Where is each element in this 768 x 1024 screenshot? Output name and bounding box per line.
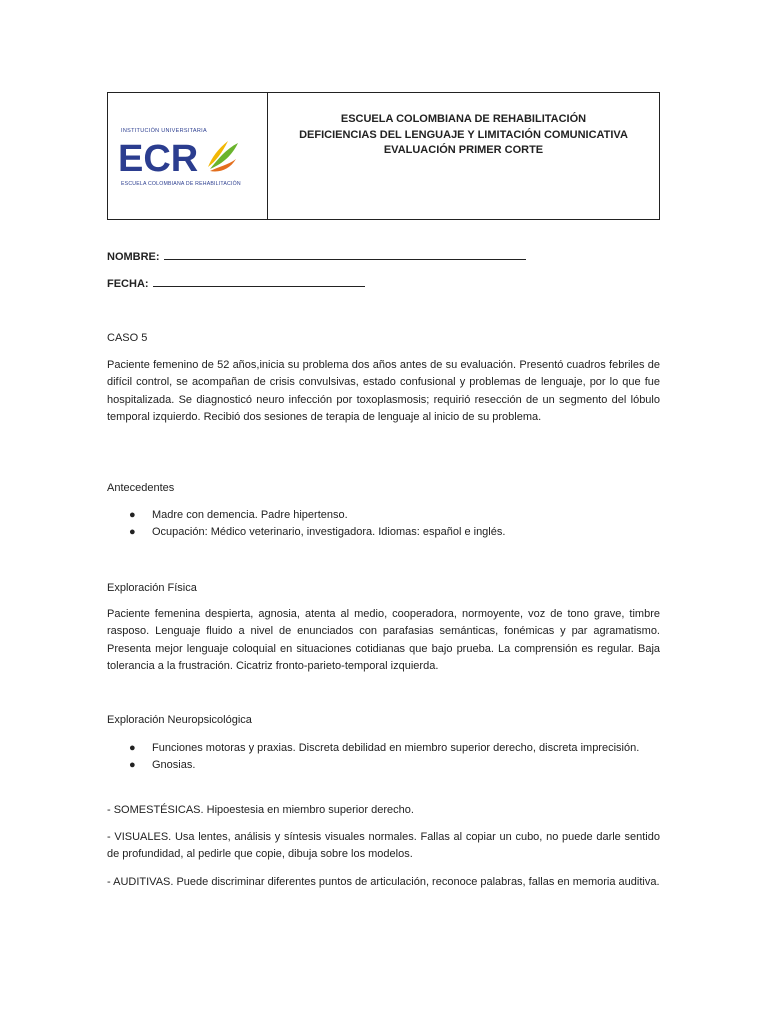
- caso-paragraph: Paciente femenino de 52 años,inicia su problema dos años antes de su evaluación. Presentó cuadros febriles de difícil control, se acompañan de crisis convulsivas, estado confusional y problemas de lenguaje, por lo que fue hospitalizada. Se diagnosticó neuro infección por toxoplasmosis; requirió resección de un segmento del lóbulo temporal izquierdo. Recibió dos sesiones de terapia de lenguaje al inicio de su problema.: [107, 359, 660, 423]
- visuales-paragraph: - VISUALES. Usa lentes, análisis y síntesis visuales normales. Fallas al copiar un cubo, no puede darle sentido de profundidad, al pedirle que copie, dibuja sobre los modelos.: [107, 831, 660, 861]
- list-item: ● Funciones motoras y praxias. Discreta debilidad en miembro superior derecho, discreta imprecisión.: [107, 740, 660, 757]
- exploracion-fisica-heading: Exploración Física: [107, 582, 197, 594]
- caso-title: CASO 5: [107, 332, 148, 344]
- exploracion-neuro-list: [107, 740, 660, 775]
- fecha-blank-line[interactable]: [153, 277, 365, 287]
- nombre-blank-line[interactable]: [164, 250, 526, 260]
- exploracion-neuro-heading: Exploración Neuropsicológica: [107, 714, 252, 726]
- bullet-icon: ●: [129, 759, 136, 772]
- logo-cell: [108, 93, 268, 219]
- auditivas-paragraph: - AUDITIVAS. Puede discriminar diferentes puntos de articulación, reconoce palabras, fallas en memoria auditiva.: [107, 876, 660, 888]
- header-table: [107, 92, 660, 220]
- title-line-3: EVALUACIÓN PRIMER CORTE: [383, 144, 544, 156]
- somestesicas-paragraph: - SOMESTÉSICAS. Hipoestesia en miembro superior derecho.: [107, 804, 414, 816]
- ecr-logo: [118, 131, 248, 181]
- logo-wordmark: ECR: [118, 138, 199, 180]
- fecha-field: [107, 277, 365, 290]
- title-line-2: DEFICIENCIAS DEL LENGUAJE Y LIMITACIÓN COMUNICATIVA: [299, 128, 628, 141]
- bullet-icon: ●: [129, 509, 136, 521]
- title-line-1: ESCUELA COLOMBIANA DE REHABILITACIÓN: [340, 113, 587, 125]
- bullet-icon: ●: [129, 742, 136, 754]
- fecha-label: FECHA:: [107, 278, 149, 290]
- list-item: ● Madre con demencia. Padre hipertenso.: [107, 507, 660, 524]
- title-cell: [268, 93, 659, 219]
- nombre-field: [107, 250, 526, 263]
- nombre-label: NOMBRE:: [107, 251, 160, 263]
- list-item: ● Ocupación: Médico veterinario, investigadora. Idiomas: español e inglés.: [107, 524, 660, 541]
- logo-top-text: INSTITUCIÓN UNIVERSITARIA: [121, 128, 207, 134]
- antecedentes-heading: Antecedentes: [107, 482, 175, 494]
- exploracion-fisica-paragraph: Paciente femenina despierta, agnosia, atenta al medio, cooperadora, normoyente, voz de tono grave, timbre rasposo. Lenguaje fluido a nivel de enunciados con parafasias semánticas, fonémicas y par agramatismo. Presenta mejor lenguaje coloquial en situaciones cotidianas que bajo prueba. La comprensión es regular. Baja tolerancia a la frustración. Cicatriz fronto-parieto-temporal izquierda.: [107, 608, 660, 672]
- antecedentes-list: [107, 507, 660, 542]
- bullet-icon: ●: [129, 526, 136, 539]
- list-item: ● Gnosias.: [107, 757, 660, 774]
- logo-bottom-text: ESCUELA COLOMBIANA DE REHABILITACIÓN: [121, 181, 241, 187]
